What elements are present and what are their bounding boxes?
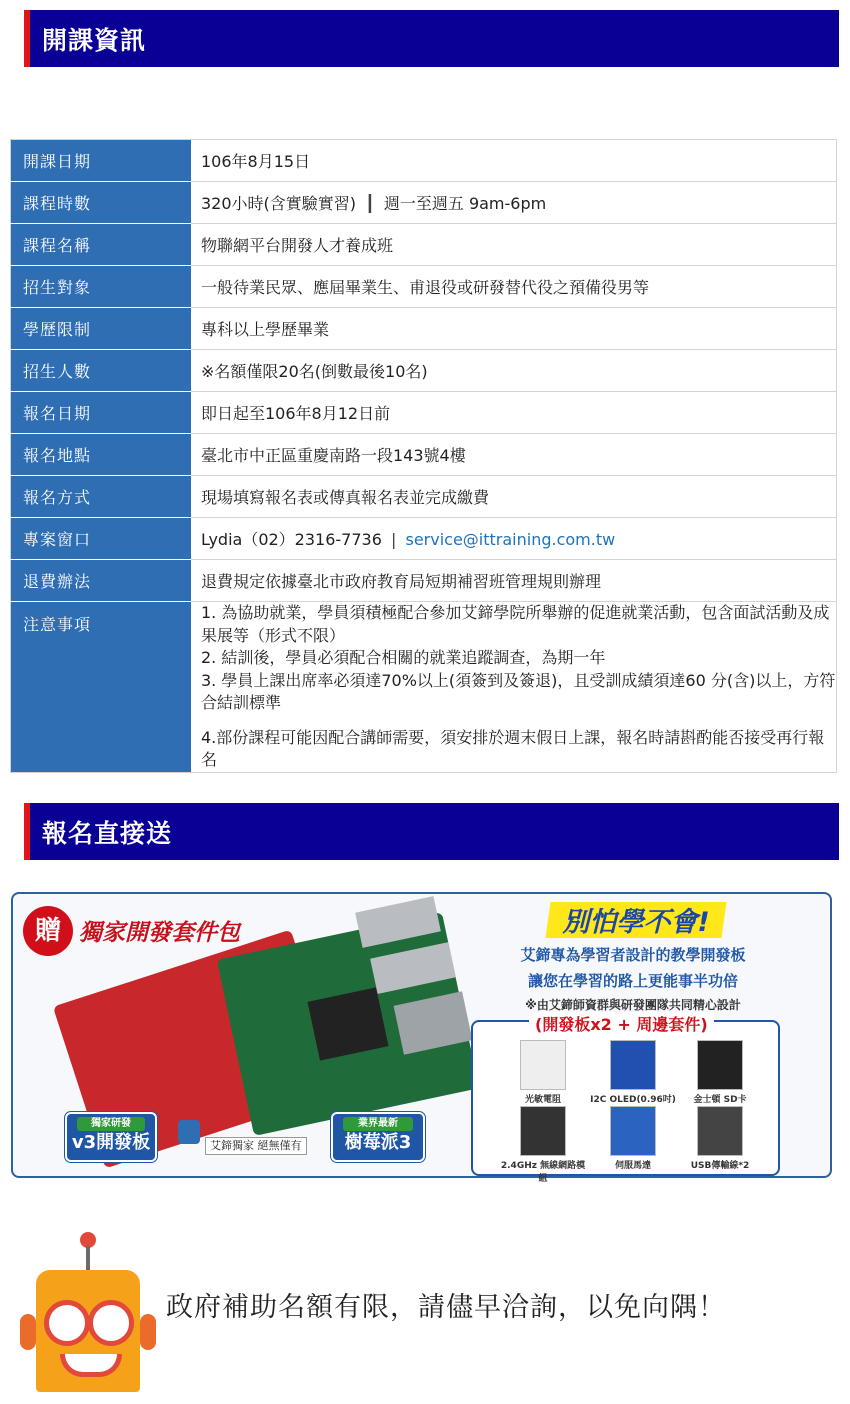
wifi-module-icon xyxy=(520,1106,566,1156)
tag-subtitle: 業界最新 xyxy=(343,1117,413,1131)
table-row xyxy=(11,560,837,602)
kit-item: USB傳輸線*2 xyxy=(677,1106,763,1171)
table-row xyxy=(11,434,837,476)
row-value: 106年8月15日 xyxy=(191,140,837,182)
contact-phone: Lydia（02）2316-7736 xyxy=(201,530,382,549)
row-value: 專科以上學歷畢業 xyxy=(191,308,837,350)
table-row xyxy=(11,350,837,392)
row-label: 退費辦法 xyxy=(11,560,192,602)
divider: ┃ xyxy=(365,194,375,213)
slogan: 別怕學不會! xyxy=(562,907,710,938)
section-header-signup-gift xyxy=(24,803,839,860)
table-row xyxy=(11,140,837,182)
row-value: 即日起至106年8月12日前 xyxy=(191,392,837,434)
row-value: 退費規定依據臺北市政府教育局短期補習班管理規則辦理 xyxy=(191,560,837,602)
table-row xyxy=(11,182,837,224)
table-row xyxy=(11,476,837,518)
contact-email-link[interactable]: service@ittraining.com.tw xyxy=(405,530,616,549)
tag-subtitle: 獨家研發 xyxy=(77,1117,145,1131)
note-item: 2. 結訓後，學員必須配合相關的就業追蹤調查，為期一年 xyxy=(201,648,606,667)
table-row xyxy=(11,392,837,434)
row-value: 物聯網平台開發人才養成班 xyxy=(191,224,837,266)
section-title: 報名直接送 xyxy=(42,818,173,848)
promo-line: 讓您在學習的路上更能事半功倍 xyxy=(527,972,738,990)
tag-title: 樹莓派3 xyxy=(344,1132,412,1153)
note-item: 3. 學員上課出席率必須達70%以上(須簽到及簽退)，且受訓成績須達60 分(含)以上，方符合結訓標準 xyxy=(201,670,836,712)
row-label: 注意事項 xyxy=(11,602,192,773)
table-row xyxy=(11,224,837,266)
row-label: 招生人數 xyxy=(11,350,192,392)
promo-banner xyxy=(11,892,832,1184)
section-header-course-info xyxy=(24,10,839,67)
kit-item: 金士頓 SD卡 xyxy=(677,1040,763,1105)
row-label: 報名日期 xyxy=(11,392,192,434)
thumbs-up-icon xyxy=(178,1120,200,1144)
table-row xyxy=(11,266,837,308)
raspberry-pi-tag xyxy=(331,1112,425,1162)
course-info-table xyxy=(10,139,837,773)
course-hours: 320小時(含實驗實習) xyxy=(201,194,357,213)
footer-message: 政府補助名額有限，請儘早洽詢，以免向隅！ xyxy=(166,1292,726,1323)
kit-item: 光敏電阻 xyxy=(500,1040,586,1105)
kit-title: (開發板x2 + 周邊套件) xyxy=(529,1012,714,1035)
row-value xyxy=(191,518,837,560)
promo-note: ※由艾鍗師資群與研發團隊共同精心設計 xyxy=(525,998,741,1012)
table-row xyxy=(11,602,837,773)
note-item: 1. 為協助就業，學員須積極配合參加艾鍗學院所舉辦的促進就業活動，包含面試活動及成果展等（形式不限） xyxy=(201,603,830,645)
notes-list xyxy=(191,602,837,773)
note-item: 4.部份課程可能因配合講師需要，須安排於週末假日上課，報名時請斟酌能否接受再行報名 xyxy=(201,727,825,769)
row-label: 招生對象 xyxy=(11,266,192,308)
sd-card-icon xyxy=(697,1040,743,1090)
tag-title: v3開發板 xyxy=(71,1132,151,1153)
table-row xyxy=(11,308,837,350)
exclusive-note: 艾鍗獨家 絕無僅有 xyxy=(205,1137,307,1155)
row-value: 一般待業民眾、應屆畢業生、甫退役或研發替代役之預備役男等 xyxy=(191,266,837,308)
photoresistor-icon xyxy=(520,1040,566,1090)
oled-display-icon xyxy=(610,1040,656,1090)
robot-mascot-icon xyxy=(18,1232,158,1392)
enrollment-limit-warning: ※名額僅限20名(倒數最後10名) xyxy=(191,350,837,392)
row-value xyxy=(191,182,837,224)
row-label: 報名地點 xyxy=(11,434,192,476)
kit-item: 2.4GHz 無線網路模組 xyxy=(500,1106,586,1184)
gift-title: 獨家開發套件包 xyxy=(79,920,240,946)
row-label: 開課日期 xyxy=(11,140,192,182)
kit-item: I2C OLED(0.96吋) xyxy=(590,1040,676,1105)
row-label: 學歷限制 xyxy=(11,308,192,350)
row-label: 課程時數 xyxy=(11,182,192,224)
table-row xyxy=(11,518,837,560)
kit-item: 伺服馬達 xyxy=(590,1106,676,1171)
course-schedule: 週一至週五 9am-6pm xyxy=(383,194,547,213)
row-label: 報名方式 xyxy=(11,476,192,518)
row-value: 臺北市中正區重慶南路一段143號4樓 xyxy=(191,434,837,476)
v3-board-tag xyxy=(65,1112,157,1162)
promo-line: 艾鍗專為學習者設計的教學開發板 xyxy=(520,946,746,964)
gift-badge: 贈 xyxy=(23,906,73,956)
divider: | xyxy=(391,530,397,549)
servo-motor-icon xyxy=(610,1106,656,1156)
row-label: 課程名稱 xyxy=(11,224,192,266)
row-value: 現場填寫報名表或傳真報名表並完成繳費 xyxy=(191,476,837,518)
row-label: 專案窗口 xyxy=(11,518,192,560)
usb-cable-icon xyxy=(697,1106,743,1156)
section-title: 開課資訊 xyxy=(42,25,147,55)
